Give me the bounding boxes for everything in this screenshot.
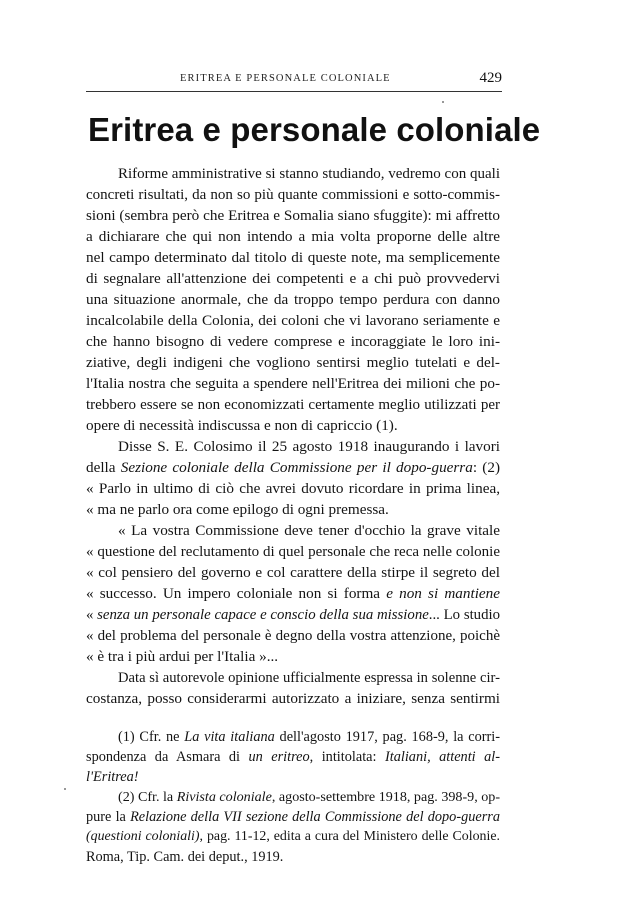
body-line: di segnalare all'attenzione dei competenti e a chi può provvedervi [86,270,500,287]
body-line: ziative, degli indigeni che vogliono sentirsi meglio tutelati e del- [86,354,500,371]
text-run: « [86,607,98,623]
body-line: incalcolabile della Colonia, dei coloni che vi lavorano seriamente e [86,312,500,329]
body-line: concreti risultati, da non so più quante commissioni e sotto-commis- [86,187,500,203]
text-run: « successo. Un impero coloniale non si forma [86,585,387,602]
italic-run: Italiani, attenti al- [384,749,500,765]
body-line: « Parlo in ultimo di ciò che avrei dovuto ricordare in prima linea, [86,480,500,497]
italic-run: Rivista coloniale [176,789,272,805]
body-line: nel campo determinato dal titolo di queste note, ma semplicemente [86,249,500,266]
body-line: opere di necessità indiscussa e non di capriccio (1). [86,417,398,434]
italic-run: Relazione della VII sezione della Commissione del dopo-guerra [130,809,500,825]
italic-run: un eritreo [248,749,310,765]
body-line: « del problema del personale è degno della vostra attenzione, poichè [86,628,500,644]
text-run: (2) Cfr. la [118,789,177,805]
text-run: , agosto-settembre 1918, pag. 398-9, op- [271,789,501,805]
footnote-line: Roma, Tip. Cam. dei deput., 1919. [86,849,284,865]
body-line: l'Italia nostra che seguita a spendere nell'Eritrea dei milioni che po- [86,375,500,392]
body-line: « La vostra Commissione deve tener d'occhio la grave vitale [118,522,500,539]
body-line [86,584,500,604]
body-line [86,605,500,625]
footnote-line [86,787,500,807]
italic-run: La vita italiana [184,729,275,745]
body-line: che hanno bisogno di vedere comprese e incoraggiate le loro ini- [86,333,500,350]
text-run: (1) Cfr. ne [118,729,185,745]
italic-run: (questioni coloniali) [86,829,200,844]
body-line: trebbero essere se non economizzati certamente meglio utilizzati per [86,397,500,413]
italic-run: e non si mantiene [386,585,500,602]
body-line: sioni (sembra però che Eritrea e Somalia siano sfuggite): mi affretto [86,207,500,224]
body-line: « ma ne parlo ora come epilogo di ogni premessa. [86,501,389,518]
footnote-line [86,727,500,747]
footnote-line [86,807,500,827]
body-line: costanza, posso considerarmi autorizzato a iniziare, senza sentirmi [86,690,500,707]
footnote-line [86,827,500,847]
print-speck [442,101,444,103]
running-title: ERITREA E PERSONALE COLONIALE [180,73,391,84]
footnote-line [86,767,500,787]
text-run: spondenza da Asmara di [86,749,249,765]
text-run: , pag. 11-12, edita a cura del Ministero delle Colonie. [199,829,500,844]
text-run: ... Lo studio [428,607,500,623]
body-line: « col pensiero del governo e col carattere della stirpe il segreto del [86,564,500,581]
running-head [86,70,502,90]
print-speck [64,788,66,790]
body-line: a dichiarare che qui non intendo a mia volta proporne delle altre [86,228,500,245]
text-run: dell'agosto 1917, pag. 168-9, la corri- [274,729,501,745]
body-line: Riforme amministrative si stanno studiando, vedremo con quali [118,166,500,182]
body-line: « questione del reclutamento di quel personale che reca nelle colonie [86,544,500,560]
text-run: della [86,459,121,476]
italic-run: senza un personale capace e conscio della sua missione [97,607,429,623]
text-run: , intitolata: [309,749,385,765]
header-rule [86,91,502,92]
body-line: una situazione anormale, che da troppo tempo perdura con danno [86,291,500,308]
text-run: : (2) [472,459,501,476]
italic-run: Sezione coloniale della Commissione per il dopo-guerra [120,459,473,476]
footnote-line [86,747,500,767]
page-number: 429 [479,70,502,86]
body-line [86,458,500,478]
chapter-title: Eritrea e personale coloniale [88,111,541,148]
text-run: pure la [86,809,131,825]
body-line: Data sì autorevole opinione ufficialmente espressa in solenne cir- [118,670,500,686]
italic-run: l'Eritrea! [86,769,139,785]
body-line: « è tra i più ardui per l'Italia »... [86,648,279,665]
body-line: Disse S. E. Colosimo il 25 agosto 1918 inaugurando i lavori [118,438,500,455]
